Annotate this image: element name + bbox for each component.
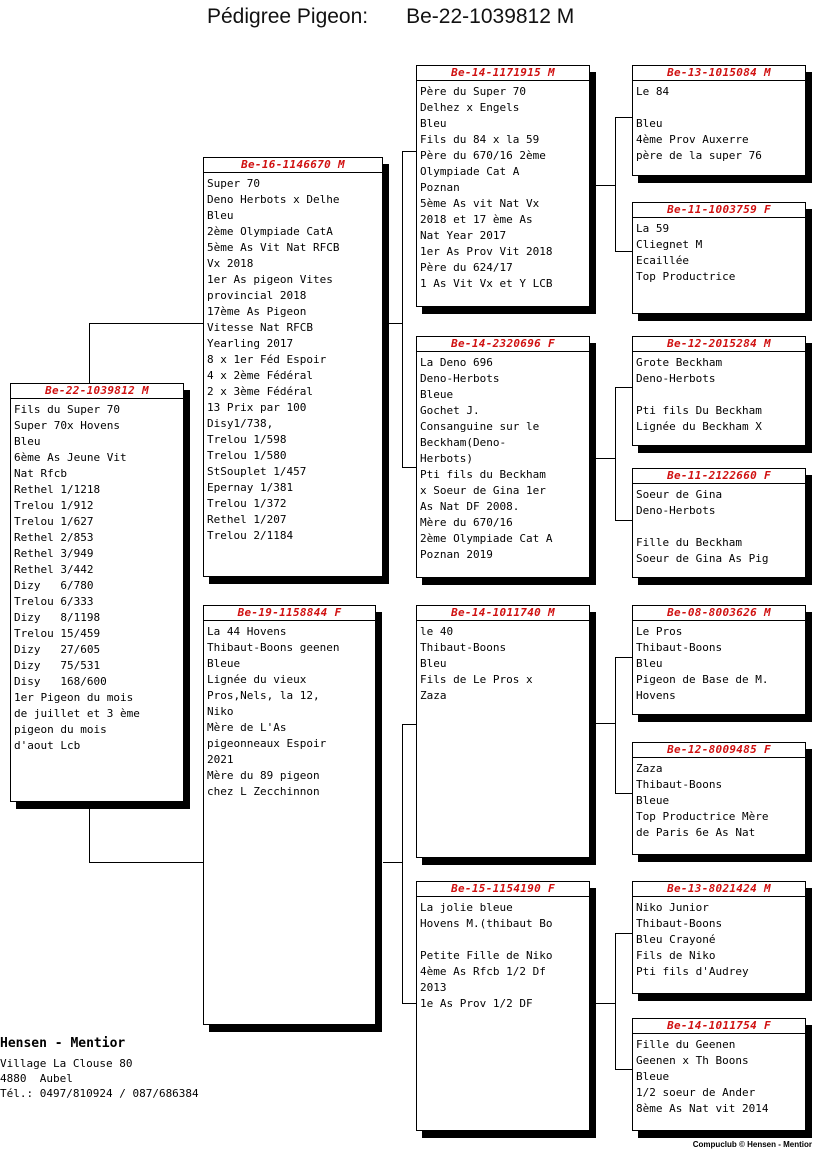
pigeon-info-line: père de la super 76 [636,149,762,162]
pigeon-card-dds [632,881,806,994]
pigeon-info-line: 6ème As Jeune Vit [14,451,127,464]
pigeon-info-line: 1e As Prov 1/2 DF [420,997,533,1010]
pigeon-details [11,399,183,754]
pigeon-info-line: 1er Pigeon du mois [14,691,134,704]
pigeon-info-line: La jolie bleue [420,901,513,914]
pigeon-info-line: Deno-Herbots [420,372,500,385]
pigeon-info-line: Trelou 1/372 [207,497,287,510]
owner-phone: Tél.: 0497/810924 / 087/686384 [0,1087,199,1100]
pigeon-info-line: pigeon du mois [14,723,107,736]
pigeon-info-line: 13 Prix par 100 [207,401,307,414]
pigeon-info-line: As Nat DF 2008. [420,500,520,513]
pigeon-info-line: Beckham(Deno- [420,436,507,449]
pigeon-card-sdd [632,468,806,578]
ring-number: Be-08-8003626 M [633,606,805,621]
pigeon-info-line: 4 x 2ème Fédéral [207,369,313,382]
pigeon-info-line: Fils du 84 x la 59 [420,133,540,146]
pigeon-info-line: Bleu [636,117,663,130]
connector-line [615,387,632,388]
pigeon-card-dam-sire [416,605,590,858]
connector-line [615,117,632,118]
pigeon-info-line: Trelou 6/333 [14,595,94,608]
pigeon-info-line: 8ème As Nat vit 2014 [636,1102,769,1115]
title-ring: Be-22-1039812 M [406,5,575,28]
pigeon-info-line: 2021 [207,753,234,766]
pigeon-details [204,173,382,544]
pigeon-info-line: Bleu [420,657,447,670]
pigeon-card-ddd [632,1018,806,1131]
pigeon-info-line: Poznan [420,181,460,194]
pigeon-info-line: Poznan 2019 [420,548,493,561]
connector-line [89,323,90,383]
ring-number: Be-12-2015284 M [633,337,805,352]
pigeon-card-sire-dam [416,336,590,578]
pigeon-info-line: Herbots) [420,452,473,465]
pigeon-card-ssd [632,202,806,314]
pigeon-info-line: provincial 2018 [207,289,307,302]
connector-line [615,793,632,794]
pigeon-details [633,484,805,567]
ring-number: Be-19-1158844 F [204,606,375,621]
pigeon-info-line: Nat Year 2017 [420,229,507,242]
pigeon-info-line: Trelou 1/598 [207,433,287,446]
pigeon-info-line: Top Productrice Mère [636,810,769,823]
connector-line [596,458,616,459]
pigeon-info-line: Super 70 [207,177,260,190]
pigeon-info-line [636,100,805,116]
pigeon-info-line: Rethel 1/207 [207,513,287,526]
pigeon-info-line: de juillet et 3 ème [14,707,140,720]
pigeon-info-line: Ecaillée [636,254,689,267]
pigeon-info-line: Epernay 1/381 [207,481,294,494]
pigeon-info-line: Olympiade Cat A [420,165,520,178]
connector-line [89,323,203,324]
pigeon-info-line: Disy1/738, [207,417,274,430]
pigeon-info-line: 17ème As Pigeon [207,305,307,318]
pigeon-info-line: Vitesse Nat RFCB [207,321,313,334]
connector-line [89,862,203,863]
pigeon-info-line: Hovens M.(thibaut Bo [420,917,553,930]
pigeon-details [633,1034,805,1117]
pigeon-info-line: Top Productrice [636,270,736,283]
pigeon-card-sire [203,157,383,577]
pigeon-info-line: 2ème Olympiade Cat A [420,532,553,545]
pigeon-info-line: La 59 [636,222,670,235]
ring-number: Be-12-8009485 F [633,743,805,758]
page-title [207,5,574,29]
pigeon-info-line: Bleue [636,1070,670,1083]
pigeon-info-line: Niko Junior [636,901,709,914]
ring-number: Be-16-1146670 M [204,158,382,173]
pigeon-info-line: Hovens [636,689,676,702]
connector-line [615,657,616,794]
pigeon-info-line: Trelou 15/459 [14,627,101,640]
pigeon-info-line: Bleu [14,435,41,448]
pigeon-details [633,758,805,841]
pigeon-info-line: Le Pros [636,625,683,638]
pigeon-info-line: pigeonneaux Espoir [207,737,327,750]
pigeon-info-line: Thibaut-Boons [636,778,723,791]
pigeon-info-line: Thibaut-Boons geenen [207,641,340,654]
pigeon-info-line: Bleue [420,388,454,401]
pigeon-info-line: Bleue [636,794,670,807]
pigeon-info-line: Super 70x Hovens [14,419,120,432]
pigeon-info-line: d'aout Lcb [14,739,81,752]
pigeon-info-line: 1er As Prov Vit 2018 [420,245,553,258]
pigeon-card-subject [10,383,184,802]
pigeon-info-line: Bleu [420,117,447,130]
pigeon-info-line: Thibaut-Boons [420,641,507,654]
pigeon-info-line: Rethel 1/1218 [14,483,101,496]
pigeon-info-line: Trelou 1/912 [14,499,94,512]
connector-line [402,151,403,468]
connector-line [615,933,632,934]
pigeon-details [204,621,375,800]
pigeon-info-line: Dizy 27/605 [14,643,101,656]
connector-line [615,657,632,658]
pigeon-info-line: Père du Super 70 [420,85,526,98]
ring-number: Be-14-1011740 M [417,606,589,621]
pigeon-info-line: 1er As pigeon Vites [207,273,333,286]
pigeon-info-line [420,932,589,948]
connector-line [402,724,403,1004]
pigeon-info-line: 2ème Olympiade CatA [207,225,333,238]
pigeon-info-line: Yearling 2017 [207,337,294,350]
pigeon-info-line: Pti fils Du Beckham [636,404,762,417]
pigeon-info-line: 4ème Prov Auxerre [636,133,749,146]
pigeon-details [417,897,589,1012]
pigeon-details [417,621,589,704]
pigeon-info-line: Deno-Herbots [636,372,716,385]
connector-line [615,1069,632,1070]
pigeon-details [633,218,805,285]
ring-number: Be-11-1003759 F [633,203,805,218]
pigeon-info-line: Pti fils du Beckham [420,468,546,481]
connector-line [596,185,616,186]
pigeon-info-line: x Soeur de Gina 1er [420,484,546,497]
pigeon-info-line: Thibaut-Boons [636,641,723,654]
pigeon-info-line: Zaza [420,689,447,702]
pigeon-info-line: Rethel 2/853 [14,531,94,544]
pigeon-info-line: Pigeon de Base de M. [636,673,769,686]
connector-line [383,323,403,324]
ring-number: Be-14-1011754 F [633,1019,805,1034]
pigeon-card-sds [632,336,806,446]
pigeon-info-line: Soeur de Gina As Pig [636,552,769,565]
owner-city: 4880 Aubel [0,1072,73,1085]
pigeon-info-line: Cliegnet M [636,238,703,251]
pigeon-info-line: Lignée du Beckham X [636,420,762,433]
connector-line [402,151,416,152]
pigeon-info-line: Delhez x Engels [420,101,520,114]
pigeon-info-line: Trelou 1/627 [14,515,94,528]
footer-credit: Compuclub © Hensen - Mentior [692,1140,812,1149]
pigeon-info-line: Deno-Herbots [636,504,716,517]
pigeon-info-line: Nat Rfcb [14,467,67,480]
pigeon-info-line: Bleu Crayoné [636,933,716,946]
pigeon-info-line: 2018 et 17 ème As [420,213,533,226]
pigeon-info-line: Fils de Niko [636,949,716,962]
pigeon-details [633,352,805,435]
pigeon-card-dam [203,605,376,1025]
pigeon-card-dam-dam [416,881,590,1131]
pigeon-info-line: Bleu [636,657,663,670]
pigeon-info-line: Dizy 8/1198 [14,611,101,624]
pigeon-info-line: Rethel 3/442 [14,563,94,576]
connector-line [402,1003,416,1004]
ring-number: Be-15-1154190 F [417,882,589,897]
pigeon-info-line: Lignée du vieux [207,673,307,686]
connector-line [402,467,416,468]
connector-line [615,387,616,521]
pigeon-info-line: StSouplet 1/457 [207,465,307,478]
connector-line [596,1003,616,1004]
ring-number: Be-14-2320696 F [417,337,589,352]
connector-line [615,117,616,252]
pigeon-info-line: Rethel 3/949 [14,547,94,560]
pigeon-info-line: Soeur de Gina [636,488,723,501]
pigeon-info-line: Bleue [207,657,241,670]
pigeon-info-line: Fille du Geenen [636,1038,736,1051]
pigeon-info-line: 8 x 1er Féd Espoir [207,353,327,366]
pigeon-info-line: Pros,Nels, la 12, [207,689,320,702]
connector-line [615,933,616,1070]
pigeon-info-line [636,519,805,535]
pigeon-info-line: Père du 624/17 [420,261,513,274]
pigeon-info-line: 2 x 3ème Fédéral [207,385,313,398]
ring-number: Be-22-1039812 M [11,384,183,399]
pigeon-info-line: Vx 2018 [207,257,254,270]
pigeon-info-line: Fils de Le Pros x [420,673,533,686]
pigeon-info-line: Le 84 [636,85,670,98]
pigeon-card-sss [632,65,806,176]
pigeon-info-line: de Paris 6e As Nat [636,826,756,839]
pigeon-card-dss [632,605,806,715]
connector-line [89,808,90,863]
pigeon-info-line: Thibaut-Boons [636,917,723,930]
owner-address: Village La Clouse 80 [0,1057,133,1070]
owner-info [0,1036,199,1101]
ring-number: Be-14-1171915 M [417,66,589,81]
pigeon-info-line: Grote Beckham [636,356,723,369]
pigeon-info-line: Geenen x Th Boons [636,1054,749,1067]
pigeon-info-line: Petite Fille de Niko [420,949,553,962]
connector-line [383,862,403,863]
pigeon-info-line: 5ème As Vit Nat RFCB [207,241,340,254]
pigeon-info-line: Trelou 2/1184 [207,529,294,542]
pigeon-info-line: Bleu [207,209,234,222]
title-label: Pédigree Pigeon: [207,5,369,28]
ring-number: Be-13-1015084 M [633,66,805,81]
ring-number: Be-11-2122660 F [633,469,805,484]
pigeon-info-line: 5ème As vit Nat Vx [420,197,540,210]
pigeon-card-sire-sire [416,65,590,307]
pigeon-info-line: Pti fils d'Audrey [636,965,749,978]
pigeon-info-line: La Deno 696 [420,356,493,369]
pigeon-details [633,897,805,980]
pigeon-info-line: 2013 [420,981,447,994]
pigeon-info-line: le 40 [420,625,454,638]
pigeon-info-line: Père du 670/16 2ème [420,149,546,162]
pigeon-info-line: Niko [207,705,234,718]
connector-line [615,520,632,521]
owner-name: Hensen - Mentior [0,1036,126,1051]
pigeon-info-line: Mère de L'As [207,721,287,734]
pigeon-info-line [636,387,805,403]
pigeon-details [633,621,805,704]
pigeon-info-line: Fils du Super 70 [14,403,120,416]
pigeon-info-line: Mère du 670/16 [420,516,513,529]
ring-number: Be-13-8021424 M [633,882,805,897]
pigeon-info-line: Dizy 75/531 [14,659,101,672]
pigeon-info-line: Mère du 89 pigeon [207,769,320,782]
pigeon-info-line: Gochet J. [420,404,480,417]
pigeon-info-line: Disy 168/600 [14,675,107,688]
pigeon-info-line: Trelou 1/580 [207,449,287,462]
pigeon-info-line: Zaza [636,762,663,775]
pigeon-info-line: Fille du Beckham [636,536,742,549]
pigeon-info-line: Consanguine sur le [420,420,540,433]
pigeon-info-line: 1/2 soeur de Ander [636,1086,756,1099]
pigeon-details [417,352,589,563]
pigeon-info-line: chez L Zecchinnon [207,785,320,798]
connector-line [402,724,416,725]
connector-line [615,251,632,252]
pigeon-details [417,81,589,292]
pigeon-info-line: Deno Herbots x Delhe [207,193,340,206]
connector-line [596,723,616,724]
pigeon-info-line: Dizy 6/780 [14,579,94,592]
pigeon-info-line: 1 As Vit Vx et Y LCB [420,277,553,290]
pigeon-details [633,81,805,164]
pigeon-card-dsd [632,742,806,855]
pigeon-info-line: 4ème As Rfcb 1/2 Df [420,965,546,978]
pigeon-info-line: La 44 Hovens [207,625,287,638]
